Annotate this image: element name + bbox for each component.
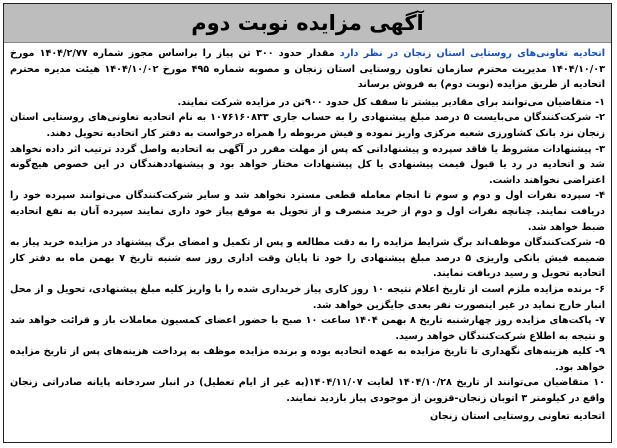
condition-item: ۴- سپرده نفرات اول و دوم و سوم تا انجام معامله قطعی مسترد نخواهد شد و سایر شرکت‌کنندگان می‌توانند سپرده خود را دریافت نمایند. چنانچه نفرات اول و دوم از خرید منصرف و از تحویل به موقع پیاز خود داری نمایند سپرده آنان به نفع اتحادیه ضبط خواهد شد. (10, 190, 605, 233)
condition-item: ۱- متقاضیان می‌توانند برای مقادیر بیشتر تا سقف کل حدود ۹۰۰تن در مزایده شرکت نمایند. (177, 96, 605, 108)
intro-text: مقدار حدود ۳۰۰ تن پیاز را براساس مجوز شماره ۱۴۰۴/۲/۷۷ مورخ ۱۴۰۴/۱۰/۰۳ مدیریت محترم سازمان تعاون روستایی استان زنجان و مصوبه شماره ۴۹۵ مورخ ۱۴۰۴/۱۰/۰۲ هیئت مدیره محترم اتحادیه از طریق مزایده (نوبت دوم) به فروش برساند (10, 48, 605, 91)
condition-item: ۶- برنده مزایده ملزم است از تاریخ اعلام نتیجه ۱۰ روز کاری پیاز خریداری شده را با واریز کلیه مبلغ پیشنهادی، تحویل و از محل انبار خارج نماید در غیر اینصورت نفر بعدی جایگزین خواهد شد. (10, 283, 605, 311)
conditions-list (10, 95, 605, 407)
intro-paragraph (10, 46, 605, 93)
notice-frame (3, 3, 612, 443)
condition-item: ۹- کلیه هزینه‌های نگهداری تا تاریخ مزایده به عهده اتحادیه بوده و برنده مزایده موظف به پرداخت هزینه‌های پس از تاریخ مزایده خواهد بود. (10, 346, 605, 373)
signature: اتحادیه تعاونی روستایی استان زنجان (429, 410, 605, 422)
notice-body (10, 46, 605, 438)
notice-header (4, 4, 611, 43)
condition-item: ۲- شرکت‌کنندگان می‌بایست ۵ درصد مبلغ پیشنهادی را به حساب جاری ۱۰۷۶۱۶۰۸۳۳ به نام اتحادیه تعاونی‌های روستایی استان زنجان نزد بانک کشاورزی شعبه مرکزی واریز نموده و فیش مربوطه را همراه درخواست به دفتر کار اتحادیه تحویل دهند. (10, 112, 605, 139)
condition-item: ۱۰ متقاضیان می‌توانند از تاریخ ۱۴۰۴/۱۰/۲۸ لغایت ۱۴۰۴/۱۱/۰۷(به غیر از ایام تعطیل) در انبار سردخانه پایانه صادراتی زنجان واقع در کیلومتر ۳ اتوبان زنجان-قزوین از موجودی پیاز بازدید نمایند. (10, 377, 605, 405)
notice-title: آگهی مزایده نوبت دوم (191, 11, 424, 35)
condition-item: ۳- پیشنهادات مشروط یا فاقد سپرده و پیشنهاداتی که پس از مهلت مقرر در آگهی به اتحادیه واصل گردد ترتیب اثر داده نخواهد شد و اتحادیه در رد یا قبول قیمت پیشنهادی یا کل پیشنهادات مختار خواهد بود و پیشنهاددهندگان در این خصوص هیچ‌گونه اعتراضی نخواهند داشت. (10, 143, 605, 186)
condition-item: ۷- پاکت‌های مزایده روز چهارشنبه تاریخ ۸ بهمن ۱۴۰۴ ساعت ۱۰ صبح با حضور اعضای کمسیون معاملات باز و قرائت خواهد شد و نتیجه به اطلاع شرکت‌کنندگان خواهد رسید. (10, 315, 605, 342)
organization-name: اتحادیه تعاونی‌های روستایی استان زنجان در نظر دارد (339, 48, 605, 59)
condition-item: ۵- شرکت‌کنندگان موظف‌اند برگ شرایط مزایده را به دقت مطالعه و پس از تکمیل و امضای برگ پیشنهاد در مزایده خرید پیاز به ضمیمه فیش بانکی واریزی ۵ درصد مبلغ پیشنهادی را خود تا پایان وقت اداری روز سه شنبه تاریخ ۷ بهمن ماه به دفتر کار اتحادیه تحویل و رسید دریافت نمایند. (10, 237, 605, 280)
